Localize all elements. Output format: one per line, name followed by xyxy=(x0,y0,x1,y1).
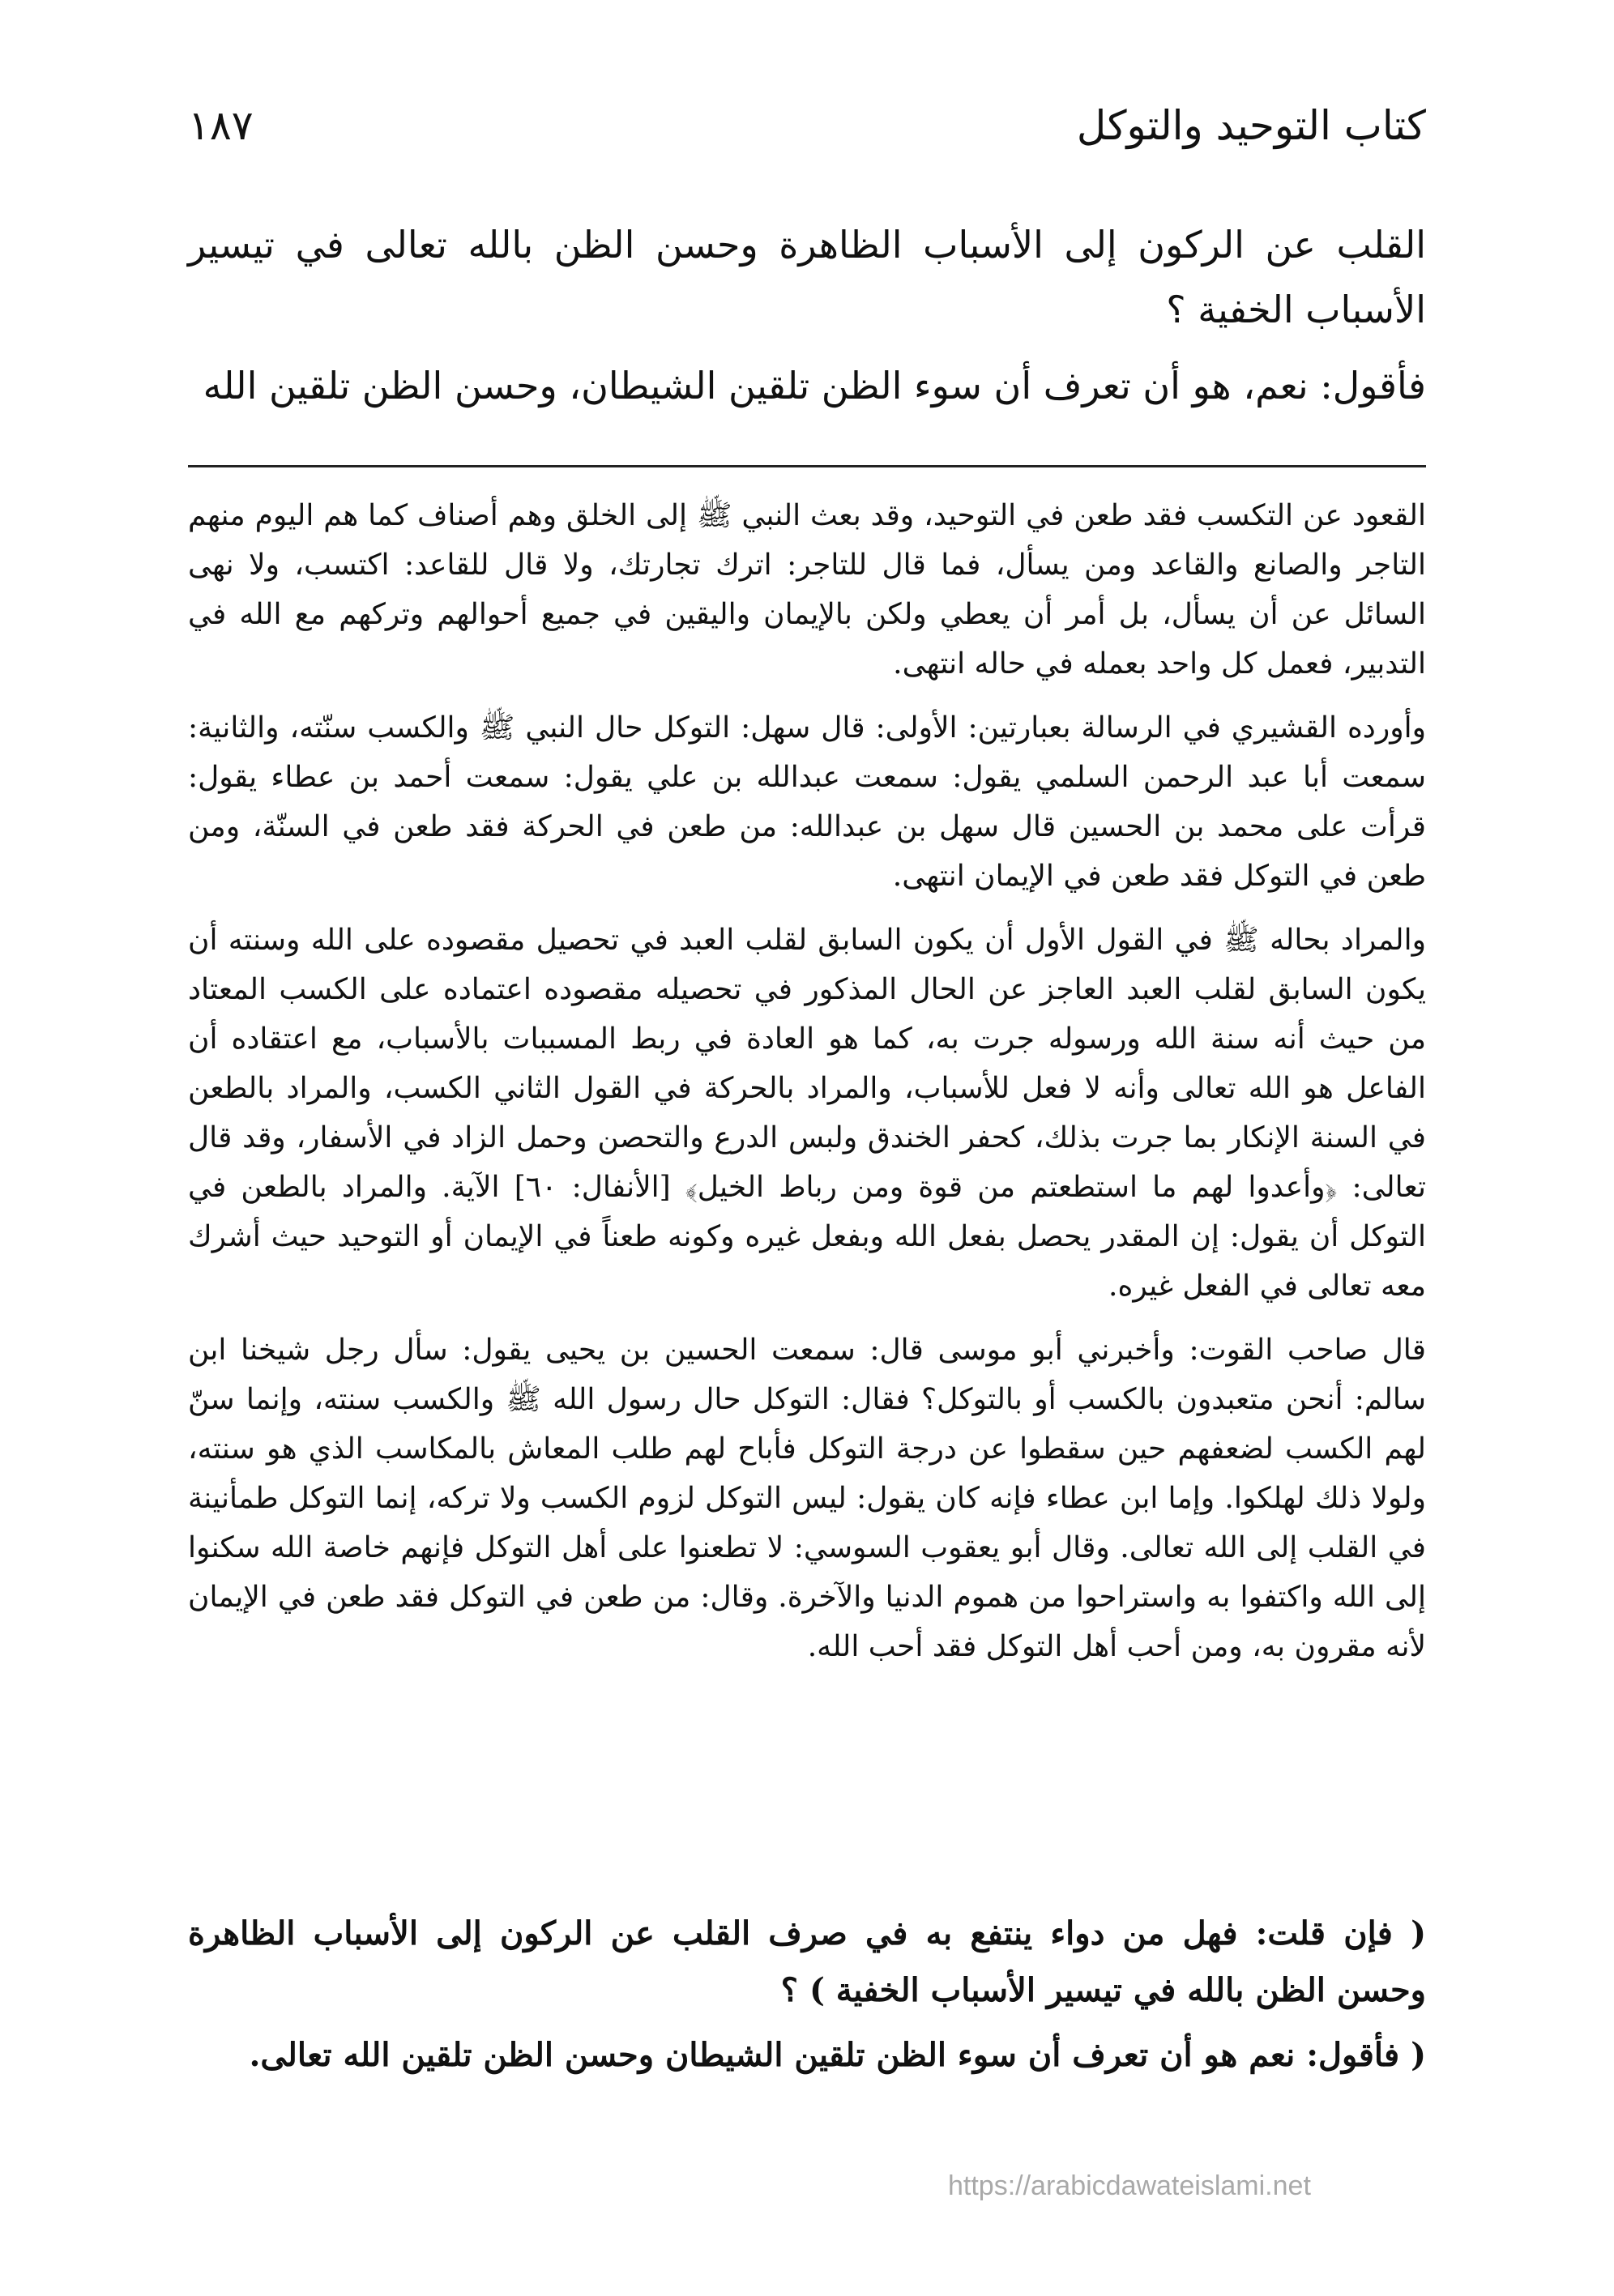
footnotes xyxy=(188,491,1426,1686)
commentary-text xyxy=(188,1906,1426,2092)
commentary-paragraph-1: ( فإن قلت: فهل من دواء ينتفع به في صرف القلب عن الركون إلى الأسباب الظاهرة وحسن الظن بالله في تيسير الأسباب الخفية ) ؟ xyxy=(188,1914,1426,2009)
running-title: كتاب التوحيد والتوكل xyxy=(1076,102,1426,149)
footnote-divider xyxy=(188,465,1426,467)
footnote-paragraph-3: والمراد بحاله ﷺ في القول الأول أن يكون السابق لقلب العبد في تحصيل مقصوده على الله وسنته أن يكون السابق لقلب العبد العاجز عن الحال المذكور في تحصيله مقصوده اعتماده على الكسب المعتاد من حيث أنه سنة الله ورسوله جرت به، كما هو العادة في ربط المسببات بالأسباب، مع اعتقاده أن الفاعل هو الله تعالى وأنه لا فعل للأسباب، والمراد بالحركة في القول الثاني الكسب، والمراد بالطعن في السنة الإنكار بما جرت بذلك، كحفر الخندق ولبس الدرع والتحصن وحمل الزاد في الأسفار، وقد قال تعالى: ﴿وأعدوا لهم ما استطعتم من قوة ومن رباط الخيل﴾ [الأنفال: ٦٠] الآية. والمراد بالطعن في التوكل أن يقول: إن المقدر يحصل بفعل الله وبفعل غيره وكونه طعناً في الإيمان أو التوحيد حيث أشرك معه تعالى في الفعل غيره. xyxy=(188,924,1427,1303)
footnote-paragraph-2: وأورده القشيري في الرسالة بعبارتين: الأولى: قال سهل: التوكل حال النبي ﷺ والكسب سنّته، والثانية: سمعت أبا عبد الرحمن السلمي يقول: سمعت عبدالله بن علي يقول: سمعت أحمد بن عطاء يقول: قرأت على محمد بن الحسين قال سهل بن عبدالله: من طعن في الحركة فقد طعن في السنّة، ومن طعن في التوكل فقد طعن في الإيمان انتهى. xyxy=(188,711,1426,893)
footnote-paragraph-1: القعود عن التكسب فقد طعن في التوحيد، وقد بعث النبي ﷺ إلى الخلق وهم أصناف كما هم اليوم منهم التاجر والصانع والقاعد ومن يسأل، فما قال للتاجر: اترك تجارتك، ولا قال للقاعد: اكتسب، ولا نهى السائل عن أن يسأل، بل أمر أن يعطي ولكن بالإيمان واليقين في جميع أحوالهم وتركهم مع الله في التدبير، فعمل كل واحد بعمله في حاله انتهى. xyxy=(188,499,1426,681)
watermark-url: https://arabicdawateislami.net xyxy=(948,2170,1311,2201)
page-header xyxy=(188,97,1426,162)
page-number: ١٨٧ xyxy=(188,102,254,149)
footnote-paragraph-4: قال صاحب القوت: وأخبرني أبو موسى قال: سمعت الحسين بن يحيى يقول: سأل رجل شيخنا ابن سالم: أنحن متعبدون بالكسب أو بالتوكل؟ فقال: التوكل حال رسول الله ﷺ والكسب سنته، وإنما سنّ لهم الكسب لضعفهم حين سقطوا عن درجة التوكل فأباح لهم طلب المعاش بالمكاسب الذي هو سنته، ولولا ذلك لهلكوا. وإما ابن عطاء فإنه كان يقول: ليس التوكل لزوم الكسب ولا تركه، إنما التوكل طمأنينة في القلب إلى الله تعالى. وقال أبو يعقوب السوسي: لا تطعنوا على أهل التوكل فإنهم خاصة الله سكنوا إلى الله واكتفوا به واستراحوا من هموم الدنيا والآخرة. وقال: من طعن في التوكل فقد طعن في الإيمان لأنه مقرون به، ومن أحب أهل التوكل فقد أحب الله. xyxy=(188,1334,1426,1663)
main-text xyxy=(188,212,1426,418)
main-paragraph-1: القلب عن الركون إلى الأسباب الظاهرة وحسن الظن بالله تعالى في تيسير الأسباب الخفية ؟ xyxy=(188,223,1426,331)
main-paragraph-2: فأقول: نعم، هو أن تعرف أن سوء الظن تلقين الشيطان، وحسن الظن تلقين الله xyxy=(203,364,1426,408)
commentary-paragraph-2: ( فأقول: نعم هو أن تعرف أن سوء الظن تلقين الشيطان وحسن الظن تلقين الله تعالى. xyxy=(249,2036,1426,2074)
